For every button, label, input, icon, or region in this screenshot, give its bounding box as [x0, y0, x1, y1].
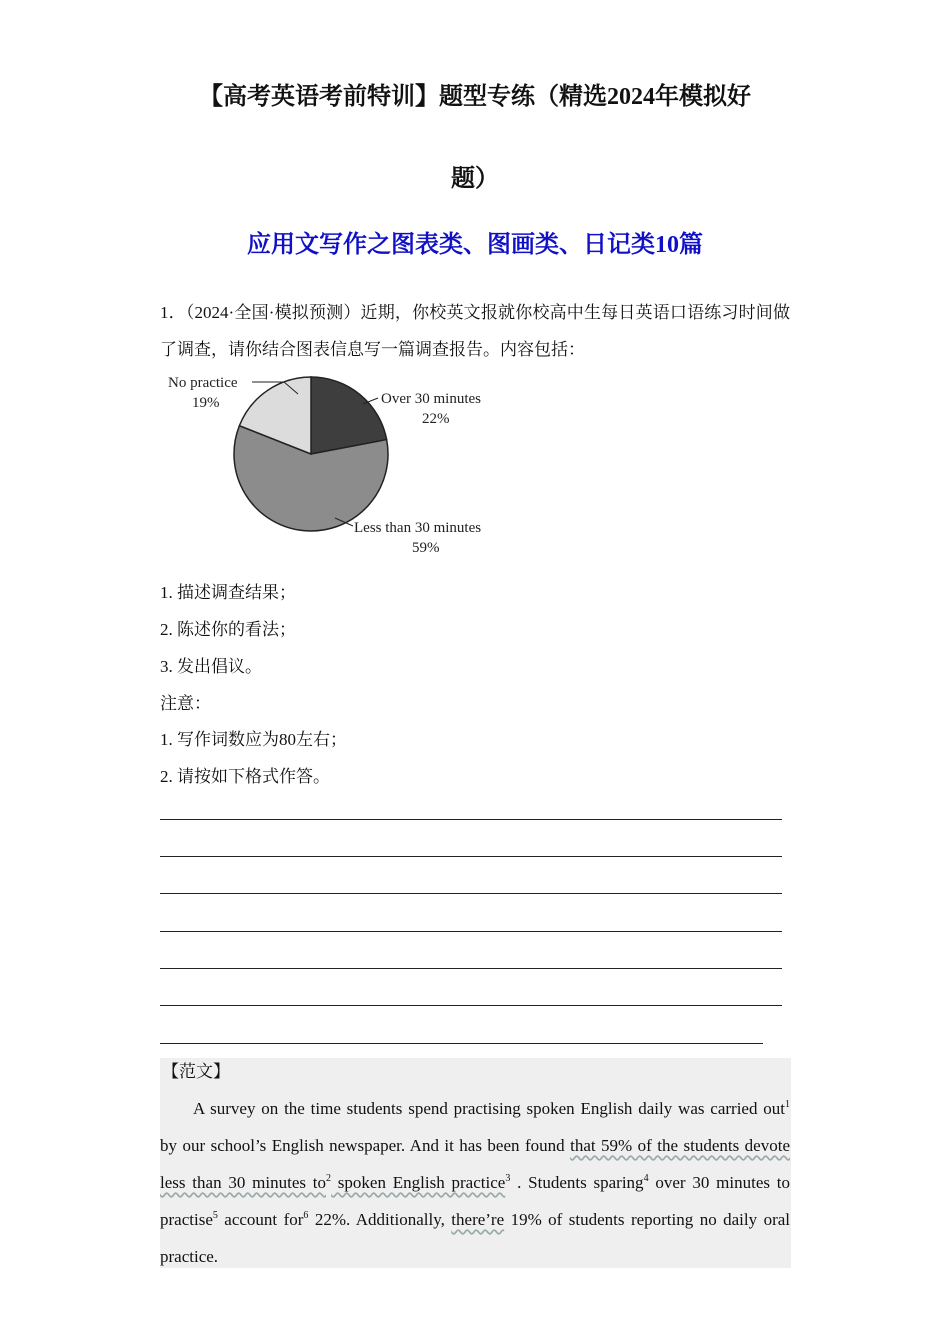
pie-label-over-30: Over 30 minutes [381, 391, 481, 407]
document-title-line1: 【高考英语考前特训】题型专练（精选2024年模拟好 [199, 84, 751, 110]
section-subtitle: 应用文写作之图表类、图画类、日记类10篇 [247, 232, 703, 258]
sample-essay-label: 【范文】 [162, 1062, 230, 1081]
answer-line-2[interactable] [160, 856, 782, 857]
content-point-1: 1. 描述调查结果； [160, 583, 296, 602]
question-prompt: 1．（2024·全国·模拟预测）近期，你校英文报就你校高中生每日英语口语练习时间做了调查，请你结合图表信息写一篇调查报告。内容包括： [160, 303, 790, 359]
pie-label-no-practice: No practice [168, 375, 238, 391]
answer-line-6[interactable] [160, 1005, 782, 1006]
answer-line-7[interactable] [160, 1043, 763, 1044]
answer-line-4[interactable] [160, 931, 782, 932]
note-2: 2. 请按如下格式作答。 [160, 767, 330, 786]
pie-value-no-practice: 19% [192, 395, 220, 411]
answer-line-1[interactable] [160, 819, 782, 820]
note-1: 1. 写作词数应为80左右； [160, 730, 347, 749]
answer-line-3[interactable] [160, 893, 782, 894]
document-title-line2: 题） [451, 166, 499, 192]
pie-label-less-30: Less than 30 minutes [354, 520, 482, 536]
pie-value-less-30: 59% [412, 540, 440, 556]
content-point-2: 2. 陈述你的看法； [160, 620, 296, 639]
pie-chart [160, 368, 520, 568]
sample-essay-text: A survey on the time students spend practising spoken English daily was carried out$^1$ by our school’s English newspaper. And it has been found that 59% of the students devote less than 30 minutes $to^2$ spoken English practice$^3$ . Students sparing$^4$ over 30 minutes to practise$^5$ account for$^6$ 22%. Additionally, there’re 19% of students reporting no daily oral practice. [160, 1099, 791, 1266]
answer-line-5[interactable] [160, 968, 782, 969]
pie-value-over-30: 22% [422, 411, 450, 427]
content-point-3: 3. 发出倡议。 [160, 657, 262, 676]
notes-label: 注意： [160, 694, 211, 713]
